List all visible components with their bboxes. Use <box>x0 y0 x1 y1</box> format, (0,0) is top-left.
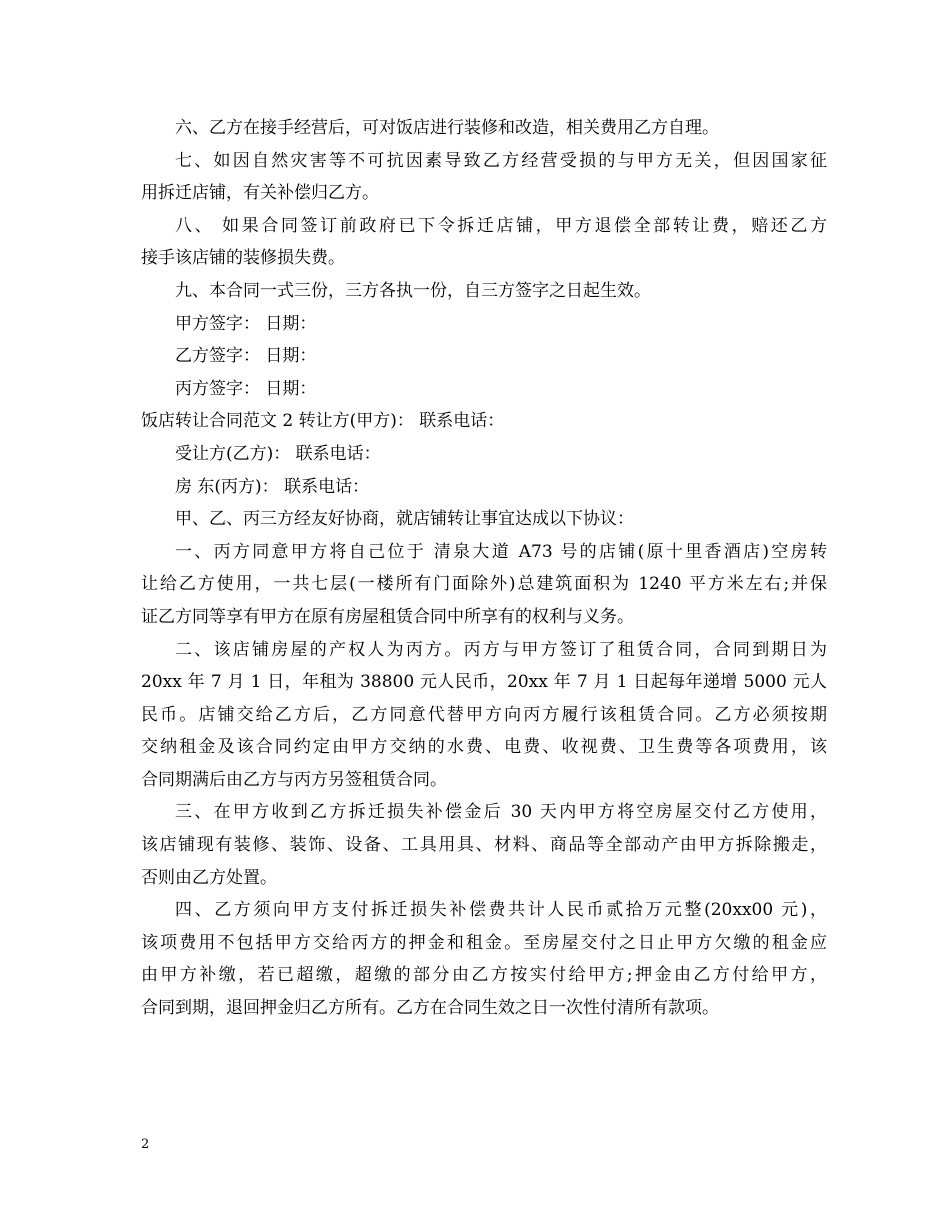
text-line: 三、在甲方收到乙方拆迁损失补偿金后 30 天内甲方将空房屋交付乙方使用， <box>175 802 827 823</box>
text-line: 否则由乙方处置。 <box>141 867 277 888</box>
page-number: 2 <box>141 1137 150 1152</box>
text-line: 由甲方补缴，若已超缴，超缴的部分由乙方按实付给甲方;押金由乙方付给甲方， <box>141 965 827 986</box>
text-line: 民币。店铺交给乙方后，乙方同意代替甲方向丙方履行该租赁合同。乙方必须按期 <box>141 704 827 725</box>
text-line: 接手该店铺的装修损失费。 <box>141 248 345 269</box>
text-line: 六、乙方在接手经营后，可对饭店进行装修和改造，相关费用乙方自理。 <box>175 118 719 138</box>
text-line: 证乙方同等享有甲方在原有房屋租赁合同中所享有的权利与义务。 <box>141 606 634 627</box>
text-line: 七、如因自然灾害等不可抗因素导致乙方经营受损的与甲方无关，但因国家征 <box>175 150 827 171</box>
text-line: 房 东(丙方)： 联系电话： <box>175 476 370 497</box>
text-line: 甲方签字： 日期： <box>175 313 317 334</box>
text-line: 该店铺现有装修、装饰、设备、工具用具、材料、商品等全部动产由甲方拆除搬走， <box>141 835 827 856</box>
text-line: 用拆迁店铺，有关补偿归乙方。 <box>141 183 379 204</box>
text-line: 甲、乙、丙三方经友好协商，就店铺转让事宜达成以下协议： <box>175 509 634 530</box>
text-line: 丙方签字： 日期： <box>175 378 317 399</box>
text-line: 一、丙方同意甲方将自己位于 清泉大道 A73 号的店铺(原十里香酒店)空房转 <box>175 541 827 562</box>
text-line: 受让方(乙方)： 联系电话： <box>175 443 381 464</box>
text-line: 合同期满后由乙方与丙方另签租赁合同。 <box>141 769 447 790</box>
text-line: 二、该店铺房屋的产权人为丙方。丙方与甲方签订了租赁合同，合同到期日为 <box>175 639 827 660</box>
text-line: 让给乙方使用，一共七层(一楼所有门面除外)总建筑面积为 1240 平方米左右;并保 <box>141 574 827 595</box>
text-line: 九、本合同一式三份，三方各执一份，自三方签字之日起生效。 <box>175 280 651 301</box>
document-body <box>141 112 827 1025</box>
text-line: 合同到期，退回押金归乙方所有。乙方在合同生效之日一次性付清所有款项。 <box>141 998 719 1019</box>
text-line: 该项费用不包括甲方交给丙方的押金和租金。至房屋交付之日止甲方欠缴的租金应 <box>141 932 827 953</box>
text-line: 饭店转让合同范文 2 转让方(甲方)： 联系电话： <box>141 411 505 432</box>
text-line: 交纳租金及该合同约定由甲方交纳的水费、电费、收视费、卫生费等各项费用，该 <box>141 737 827 758</box>
text-line: 八、 如果合同签订前政府已下令拆迁店铺，甲方退偿全部转让费，赔还乙方 <box>175 215 827 236</box>
text-line: 20xx 年 7 月 1 日，年租为 38800 元人民币，20xx 年 7 月 1 日起每年递增 5000 元人 <box>141 672 827 693</box>
text-line: 四、乙方须向甲方支付拆迁损失补偿费共计人民币贰拾万元整(20xx00 元)， <box>175 900 827 921</box>
text-line: 乙方签字： 日期： <box>175 346 317 367</box>
